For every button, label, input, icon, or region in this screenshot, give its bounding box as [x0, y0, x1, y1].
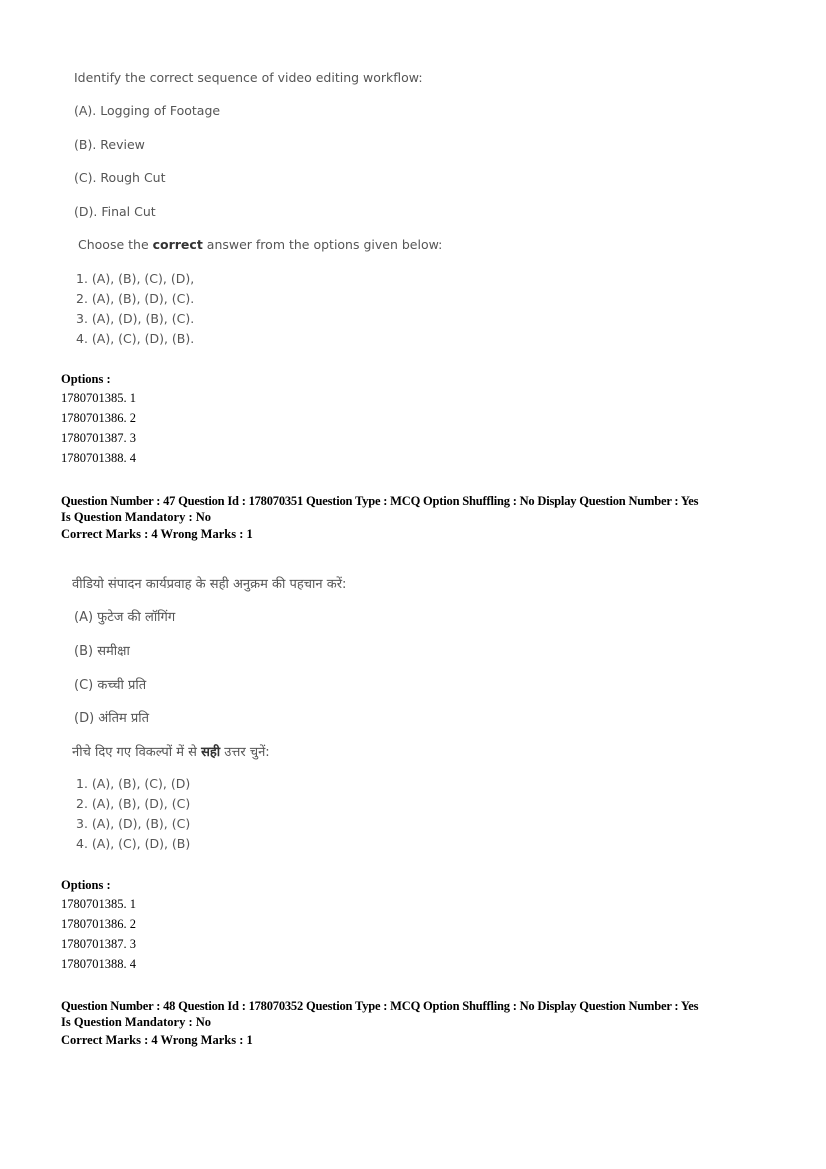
- option-id-1: 1780701385. 1: [61, 391, 136, 405]
- answer-choice-3: 3. (A), (D), (B), (C): [76, 816, 191, 831]
- answer-choice-4: 4. (A), (C), (D), (B).: [76, 331, 195, 346]
- statement-c: (C) कच्ची प्रति: [74, 678, 147, 693]
- statement-d: (D). Final Cut: [74, 204, 156, 219]
- option-id-1: 1780701385. 1: [61, 897, 136, 911]
- options-label: Options :: [61, 878, 111, 892]
- answer-choice-3: 3. (A), (D), (B), (C).: [76, 311, 195, 326]
- choose-bold: correct: [152, 237, 203, 252]
- answer-choice-1: 1. (A), (B), (C), (D): [76, 776, 191, 791]
- option-id-2: 1780701386. 2: [61, 917, 136, 931]
- answer-choice-4: 4. (A), (C), (D), (B): [76, 836, 191, 851]
- question-meta-line3: Correct Marks : 4 Wrong Marks : 1: [61, 1033, 253, 1047]
- options-label: Options :: [61, 372, 111, 386]
- choose-suffix: answer from the options given below:: [202, 237, 443, 252]
- choose-prefix: नीचे दिए गए विकल्पों में से: [72, 745, 202, 760]
- statement-a: (A) फुटेज की लॉगिंग: [74, 610, 176, 625]
- choose-instruction: [72, 742, 270, 760]
- question-stem: वीडियो संपादन कार्यप्रवाह के सही अनुक्रम की पहचान करें:: [72, 577, 347, 592]
- statement-a: (A). Logging of Footage: [74, 103, 221, 118]
- option-id-3: 1780701387. 3: [61, 937, 136, 951]
- question-meta-line2: Is Question Mandatory : No: [61, 510, 212, 524]
- option-id-2: 1780701386. 2: [61, 411, 136, 425]
- answer-choice-2: 2. (A), (B), (D), (C).: [76, 291, 195, 306]
- statement-b: (B). Review: [74, 137, 145, 152]
- question-meta-line2: Is Question Mandatory : No: [61, 1015, 212, 1029]
- question-meta-line1: Question Number : 47 Question Id : 178070351 Question Type : MCQ Option Shuffling : No Display Question Number : Yes: [61, 494, 699, 508]
- choose-bold: सही: [201, 745, 221, 760]
- option-id-4: 1780701388. 4: [61, 451, 136, 465]
- statement-c: (C). Rough Cut: [74, 170, 166, 185]
- question-meta-line3: Correct Marks : 4 Wrong Marks : 1: [61, 527, 253, 541]
- statement-b: (B) समीक्षा: [74, 644, 130, 659]
- option-id-4: 1780701388. 4: [61, 957, 136, 971]
- answer-choice-2: 2. (A), (B), (D), (C): [76, 796, 191, 811]
- answer-choice-1: 1. (A), (B), (C), (D),: [76, 271, 195, 286]
- statement-d: (D) अंतिम प्रति: [74, 711, 150, 726]
- option-id-3: 1780701387. 3: [61, 431, 136, 445]
- choose-instruction: [78, 237, 442, 252]
- choose-suffix: उत्तर चुनें:: [220, 745, 270, 760]
- question-stem: Identify the correct sequence of video editing workflow:: [74, 70, 423, 85]
- choose-prefix: Choose the: [78, 237, 153, 252]
- question-meta-line1: Question Number : 48 Question Id : 178070352 Question Type : MCQ Option Shuffling : No Display Question Number : Yes: [61, 999, 699, 1013]
